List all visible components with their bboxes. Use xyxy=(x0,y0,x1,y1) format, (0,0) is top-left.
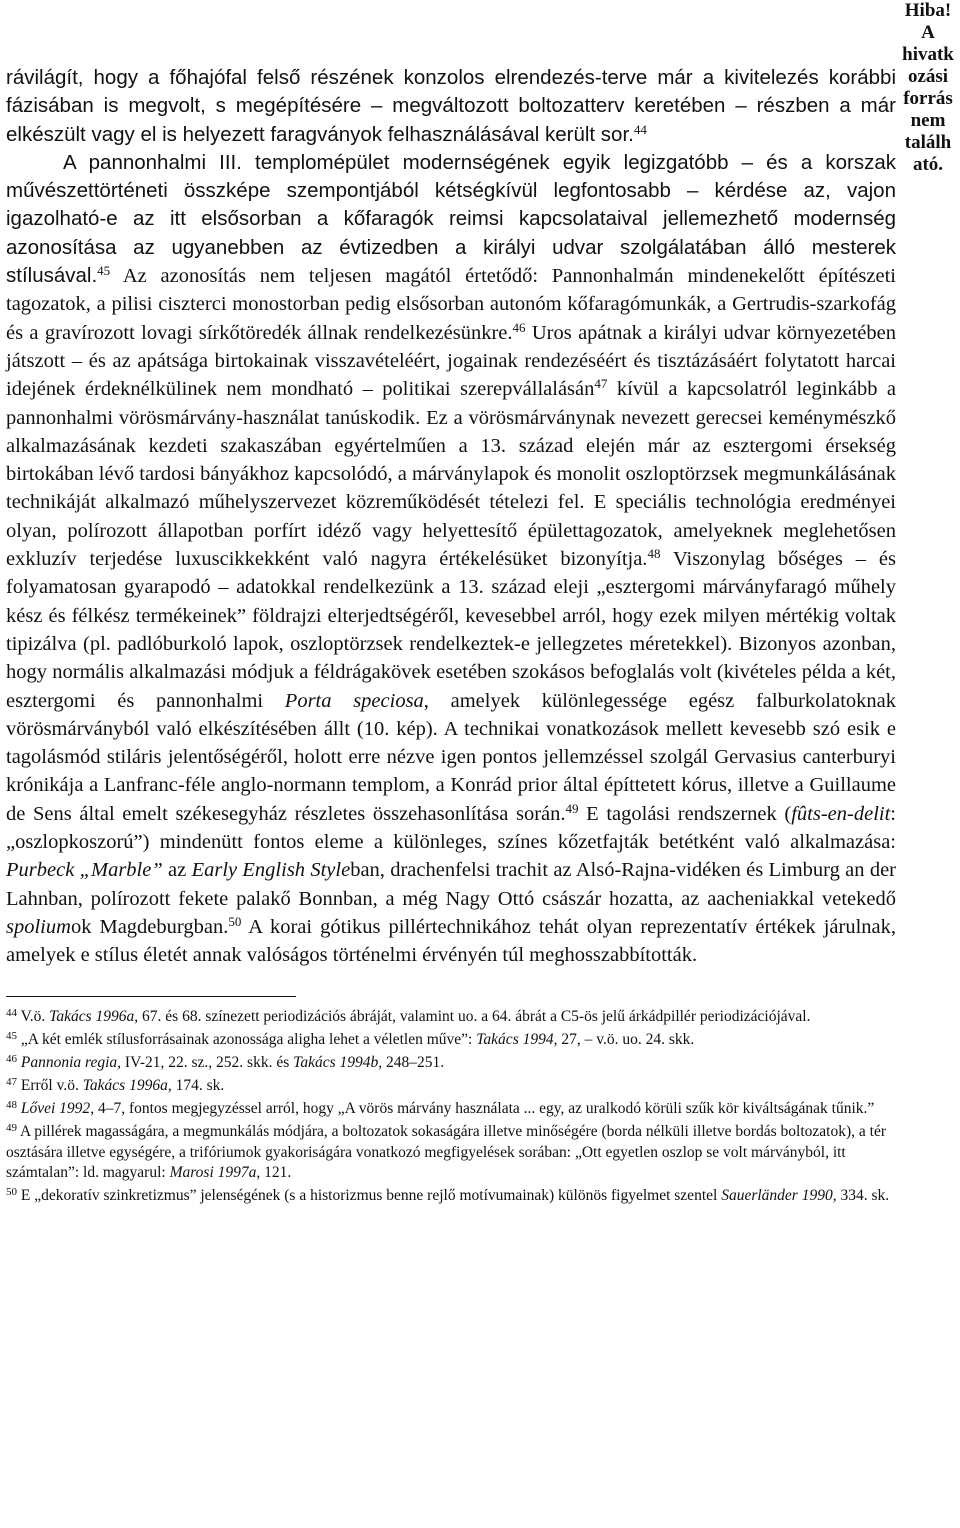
footnote xyxy=(6,1122,896,1184)
footnote-ref-number: 46 xyxy=(6,1052,17,1065)
footnote-separator xyxy=(6,996,296,997)
body-text: ban, drachenfelsi trachit az Alsó-Rajna-vidéken és Limburg an der Lahnban, polírozott fekete palakő Bonnban, a még Nagy Ottó császár hozatta, az aacheniakkal vetekedő xyxy=(6,859,896,910)
footnote xyxy=(6,1053,896,1074)
body-italic-text: Porta speciosa xyxy=(284,689,424,712)
footnote-ref-number: 45 xyxy=(6,1029,17,1042)
footnote-italic-text: Sauerländer 1990 xyxy=(721,1187,833,1205)
error-line: ozási xyxy=(907,66,949,87)
footnote-text: V.ö. xyxy=(17,1007,50,1025)
error-line: találh xyxy=(904,132,952,153)
footnote-text: , 121. xyxy=(256,1164,292,1182)
footnote-text: , 27, – v.ö. uo. 24. skk. xyxy=(553,1030,695,1048)
footnote xyxy=(6,1076,896,1097)
footnote-text: , 248–251. xyxy=(378,1053,445,1071)
footnote-ref-number: 48 xyxy=(6,1098,17,1111)
error-line: Hiba! xyxy=(904,0,952,21)
footnote-italic-text: Lővei 1992 xyxy=(20,1099,91,1117)
footnote-text: „A két emlék stílusforrásainak azonossága aligha lehet a véletlen műve”: xyxy=(17,1030,477,1048)
footnote-ref-number: 49 xyxy=(6,1121,17,1134)
paragraph xyxy=(6,149,896,970)
paragraph xyxy=(6,64,896,149)
body-text: A korai gótikus pillértechnikához tehát olyan reprezentatív értékek járulnak, amelyek e stílus életét annak valóságos történelmi érvényén túl meghosszabbították. xyxy=(6,915,897,967)
body-text: az xyxy=(162,859,192,882)
body-italic-text: Early English Style xyxy=(191,859,351,882)
footnote-ref-number: 44 xyxy=(6,1006,17,1019)
body-text: A pannonhalmi III. templomépület modernségének egyik legizgatóbb – és a korszak művészettörténeti összképe szempontjából kétségkívül legfontosabb – kérdése az, vajon igazolható-e az itt elsősorban a kőfaragók reimsi kapcsolataival jellemezhető modernség azonosítása az ugyanebben az évtizedben a királyi udvar szolgálatában álló mesterek stílusával. xyxy=(6,150,896,288)
body-ref-number: 45 xyxy=(97,263,111,279)
body-text: kívül a kapcsolatról leginkább a pannonhalmi vörösmárvány-használat tanúskodik. Ez a vörösmárványnak nevezett gerecsei keménymészkő alkalmazásának kezdeti szakaszában egyértelműen a 13. század elején már az esztergomi érsekség birtokában lévő tardosi bányákhoz kapcsolódó, a márványlapok és monolit oszloptörzsek megmunkálásának technikáját alkalmazó műhelyszervezet közreműködését tételezi fel. E speciális technológia eredményei olyan, polírozott állapotban porfírt idéző vagy helyettesítő épülettagozatok, amelyeknek meglehetősen exkluzív terjedése luxuscikkekként való nagyra értékelésüket bizonyítja. xyxy=(6,378,896,571)
footnote-ref-number: 47 xyxy=(6,1075,17,1088)
footnote-text: IV-21, 22. sz., 252. skk. és xyxy=(121,1053,294,1071)
footnote-italic-text: Takács 1994b xyxy=(293,1053,379,1071)
body-ref-number: 50 xyxy=(228,913,242,929)
footnote-italic-text: Pannonia regia, xyxy=(20,1053,122,1071)
footnote-italic-text: Takács 1996a xyxy=(49,1007,135,1025)
footnote xyxy=(6,1186,896,1207)
body-text: : „oszlopkoszorú”) mindenütt fontos eleme a különleges, színes kőzetfajták betétként való alkalmazása: xyxy=(6,802,896,854)
body-ref-number: 49 xyxy=(565,800,579,816)
footnote xyxy=(6,1099,896,1120)
body-text: Uros apátnak a királyi udvar környezetében játszott – és az apátsága birtokainak visszavételéért, jogainak rendezéséért és tisztázásáért folytatott harcai idejének érdeknélkülinek nem mondható – politikai szerepvállalásán xyxy=(6,321,896,401)
broken-reference-note xyxy=(896,0,960,176)
footnote-text: , 4–7, fontos megjegyzéssel arról, hogy „A vörös márvány használata ... egy, az uralkodó körüli szűk kör kiváltságának tűnik.” xyxy=(90,1099,875,1117)
body-text: , amelyek különlegessége egész falburkolatoknak vörösmárványból való elkészítésében állt (10. kép). A technikai vonatkozások mellett kevesebb szó esik e tagolásmód stiláris jelentőségéről, holott erre nézve igen pontos jellemzéssel szolgál Gervasius canterburyi krónikája a Lanfranc-féle anglo-normann templom, a Konrád prior által építtetett kórus, illetve a Guillaume de Sens által emelt székesegyház részletes összehasonlítása során. xyxy=(6,689,896,825)
footnote xyxy=(6,1007,896,1028)
error-line: forrás xyxy=(903,88,953,109)
body-ref-number: 44 xyxy=(633,121,647,137)
body-text xyxy=(6,64,896,970)
body-italic-text: fûts-en-delit xyxy=(791,802,891,825)
error-line: nem xyxy=(910,110,946,131)
body-text: E tagolási rendszernek ( xyxy=(578,802,792,825)
footnote-text: , 67. és 68. színezett periodizációs ábráját, valamint uo. a 64. ábrát a C5-ös jelű árkádpillér periodizációjával. xyxy=(134,1007,811,1025)
footnotes xyxy=(6,1007,896,1207)
body-italic-text: Purbeck „Marble” xyxy=(6,859,163,882)
error-line: ató. xyxy=(912,154,944,175)
body-text: ok Magdeburgban. xyxy=(70,915,229,938)
body-text: rávilágít, hogy a főhajófal felső részének konzolos elrendezés-terve már a kivitelezés korábbi fázisában is megvolt, s megépítésére – megváltozott boltozatterv keretében – részben a már elkészült vagy el is helyezett faragványok felhasználásával került sor. xyxy=(6,66,896,146)
footnote-italic-text: Marosi 1997a xyxy=(169,1164,257,1182)
footnote xyxy=(6,1030,896,1051)
footnote-text: Erről v.ö. xyxy=(17,1076,83,1094)
body-text: Az azonosítás nem teljesen magától értetődő: Pannonhalmán mindenekelőtt építészeti tagozatok, a pilisi ciszterci monostorban pedig elsősorban autonóm kőfaragómunkák, a Gertrudis-szarkofág és a gravírozott lovagi sírkőtöredék állnak rendelkezésünkre. xyxy=(6,265,896,344)
footnote-text: E „dekoratív szinkretizmus” jelenségének (s a historizmus benne rejlő motívumainak) különös figyelmet szentel xyxy=(17,1187,722,1205)
error-line: A xyxy=(921,22,935,43)
body-ref-number: 46 xyxy=(512,319,526,335)
footnote-text: , 174. sk. xyxy=(167,1076,225,1094)
document-page xyxy=(6,64,896,1209)
footnote-text: , 334. sk. xyxy=(832,1187,890,1205)
footnote-ref-number: 50 xyxy=(6,1186,17,1199)
body-text: Viszonylag bőséges – és folyamatosan gyarapodó – adatokkal rendelkezünk a 13. század eleji „esztergomi márványfaragó műhely kész és félkész termékeinek” földrajzi elterjedtségéről, kevesebbel arról, hogy ezek milyen mértékig voltak tipizálva (pl. padlóburkoló lapok, oszloptörzsek rendelkeztek-e jellegzetes méretekkel). Bizonyos azonban, hogy normális alkalmazási módjuk a féldrágakövek esetében szokásos befoglalás volt (kivételes példa a két, esztergomi és pannonhalmi xyxy=(6,548,896,712)
body-ref-number: 47 xyxy=(594,376,608,392)
footnote-italic-text: Takács 1996a xyxy=(82,1076,168,1094)
footnote-italic-text: Takács 1994 xyxy=(476,1030,554,1048)
error-line: hivatk xyxy=(902,44,954,65)
body-ref-number: 48 xyxy=(647,546,661,562)
footnote-text: A pillérek magasságára, a megmunkálás módjára, a boltozatok sokaságára illetve minőségére (borda nélküli illetve bordás boltozatok), a tér osztására illetve egységére, a trifóriumok gyakoriságára vonatkozó megfigyelések sorában: „Ott egyetlen oszlop se volt márványból, itt számtalan”: ld. magyarul: xyxy=(6,1122,886,1182)
body-italic-text: spolium xyxy=(6,915,71,938)
